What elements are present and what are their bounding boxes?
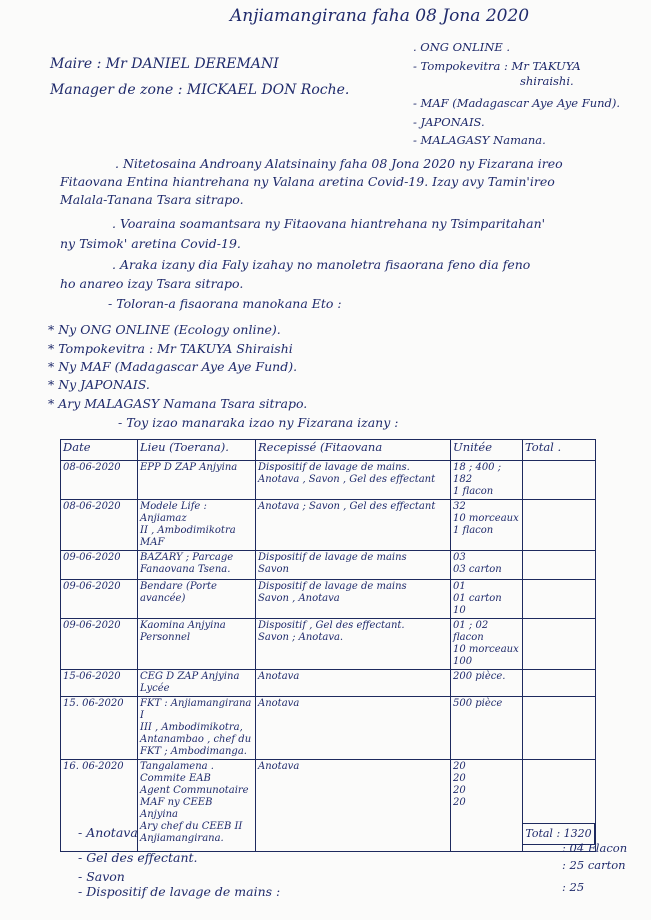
body-line: - Toloran-a fisaorana manokana Eto :	[108, 296, 342, 311]
date-cell: 16. 06-2020	[61, 760, 138, 852]
bullet-item: * Ny MAF (Madagascar Aye Aye Fund).	[48, 359, 298, 374]
summary-item: - Gel des effectant.	[78, 850, 198, 865]
lieu-cell: Modele Life : Anjiamaz II , Ambodimikotra MAF	[138, 500, 256, 551]
unite-cell: 01 01 carton 10	[451, 580, 523, 619]
header-unite: Unitée	[451, 440, 523, 461]
bullet-item: * Ary MALAGASY Namana Tsara sitrapo.	[48, 396, 308, 411]
bullet-item: * Ny ONG ONLINE (Ecology online).	[48, 322, 281, 337]
date-cell: 09-06-2020	[61, 580, 138, 619]
total-cell	[523, 580, 596, 619]
total-cell	[523, 619, 596, 670]
date-cell: 15-06-2020	[61, 670, 138, 697]
recepisse-cell: Dispositif de lavage de mains. Anotava , Savon , Gel des effectant	[256, 461, 451, 500]
unite-cell: 03 03 carton	[451, 551, 523, 580]
bullet-item: * Tompokevitra : Mr TAKUYA Shiraishi	[48, 341, 293, 356]
manager-line: Manager de zone : MICKAEL DON Roche.	[50, 82, 350, 98]
lieu-cell: Tangalamena . Commite EAB Agent Communotaire MAF ny CEEB Anjyina Ary chef du CEEB II Anjiamangirana.	[138, 760, 256, 852]
distribution-table	[60, 439, 596, 852]
table-row	[61, 697, 596, 760]
recepisse-cell: Dispositif de lavage de mains Savon , Anotava	[256, 580, 451, 619]
body-line: Fitaovana Entina hiantrehana ny Valana aretina Covid-19. Izay avy Tamin'ireo	[60, 174, 555, 189]
bullet-item: * Ny JAPONAIS.	[48, 377, 150, 392]
lieu-cell: Kaomina Anjyina Personnel	[138, 619, 256, 670]
body-line: ho anareo izay Tsara sitrapo.	[60, 276, 244, 291]
header-total: Total .	[523, 440, 596, 461]
lieu-cell: CEG D ZAP Anjyina Lycée	[138, 670, 256, 697]
date-cell: 15. 06-2020	[61, 697, 138, 760]
recepisse-cell: Dispositif , Gel des effectant. Savon ; Anotava.	[256, 619, 451, 670]
unite-cell: 500 pièce	[451, 697, 523, 760]
table-total: Total : 1320	[522, 823, 595, 845]
recepisse-cell: Anotava	[256, 697, 451, 760]
table-intro: - Toy izao manaraka izao ny Fizarana izany :	[118, 415, 399, 430]
table-row	[61, 760, 596, 852]
body-line: . Araka izany dia Faly izahay no manoletra fisaorana feno dia feno	[112, 257, 531, 272]
partner-item: - MALAGASY Namana.	[413, 133, 546, 147]
table-row	[61, 670, 596, 697]
partner-item: . ONG ONLINE .	[413, 40, 511, 54]
summary-value: : 25 carton	[562, 858, 626, 872]
table-header-row	[61, 440, 596, 461]
body-line: . Nitetosaina Androany Alatsinainy faha 08 Jona 2020 ny Fizarana ireo	[115, 156, 563, 171]
header-recepisse: Recepissé (Fitaovana	[256, 440, 451, 461]
table-row	[61, 551, 596, 580]
recepisse-cell: Anotava	[256, 670, 451, 697]
lieu-cell: Bendare (Porte avancée)	[138, 580, 256, 619]
partner-item: shiraishi.	[520, 74, 574, 88]
document-title: Anjiamangirana faha 08 Jona 2020	[230, 6, 530, 26]
lieu-cell: FKT : Anjiamangirana I III , Ambodimikotra, Antanambao , chef du FKT ; Ambodimanga.	[138, 697, 256, 760]
table-row	[61, 500, 596, 551]
table-row	[61, 461, 596, 500]
body-line: ny Tsimok' aretina Covid-19.	[60, 236, 241, 251]
summary-item: - Savon	[78, 869, 125, 884]
summary-value: : 04 Flacon	[562, 841, 628, 855]
summary-value: : 25	[562, 880, 585, 894]
header-date: Date	[61, 440, 138, 461]
table-row	[61, 580, 596, 619]
total-cell	[523, 670, 596, 697]
partner-item: - MAF (Madagascar Aye Aye Fund).	[413, 96, 621, 110]
lieu-cell: EPP D ZAP Anjyina	[138, 461, 256, 500]
body-line: Malala-Tanana Tsara sitrapo.	[60, 192, 244, 207]
summary-item: - Dispositif de lavage de mains :	[78, 884, 281, 899]
date-cell: 08-06-2020	[61, 461, 138, 500]
header-lieu: Lieu (Toerana).	[138, 440, 256, 461]
total-cell	[523, 697, 596, 760]
partner-item: - JAPONAIS.	[413, 115, 485, 129]
total-cell	[523, 551, 596, 580]
recepisse-cell: Anotava ; Savon , Gel des effectant	[256, 500, 451, 551]
total-cell	[523, 500, 596, 551]
date-cell: 09-06-2020	[61, 619, 138, 670]
recepisse-cell: Anotava	[256, 760, 451, 852]
unite-cell: 01 ; 02 flacon 10 morceaux 100	[451, 619, 523, 670]
recepisse-cell: Dispositif de lavage de mains Savon	[256, 551, 451, 580]
unite-cell: 20 20 20 20	[451, 760, 523, 852]
date-cell: 08-06-2020	[61, 500, 138, 551]
table-row	[61, 619, 596, 670]
lieu-cell: BAZARY ; Parcage Fanaovana Tsena.	[138, 551, 256, 580]
unite-cell: 32 10 morceaux 1 flacon	[451, 500, 523, 551]
unite-cell: 200 pièce.	[451, 670, 523, 697]
body-line: . Voaraina soamantsara ny Fitaovana hiantrehana ny Tsimparitahan'	[112, 216, 546, 231]
unite-cell: 18 ; 400 ; 182 1 flacon	[451, 461, 523, 500]
date-cell: 09-06-2020	[61, 551, 138, 580]
maire-line: Maire : Mr DANIEL DEREMANI	[50, 56, 279, 72]
total-cell	[523, 461, 596, 500]
summary-item: - Anotava	[78, 825, 138, 840]
partner-item: - Tompokevitra : Mr TAKUYA	[413, 59, 581, 73]
